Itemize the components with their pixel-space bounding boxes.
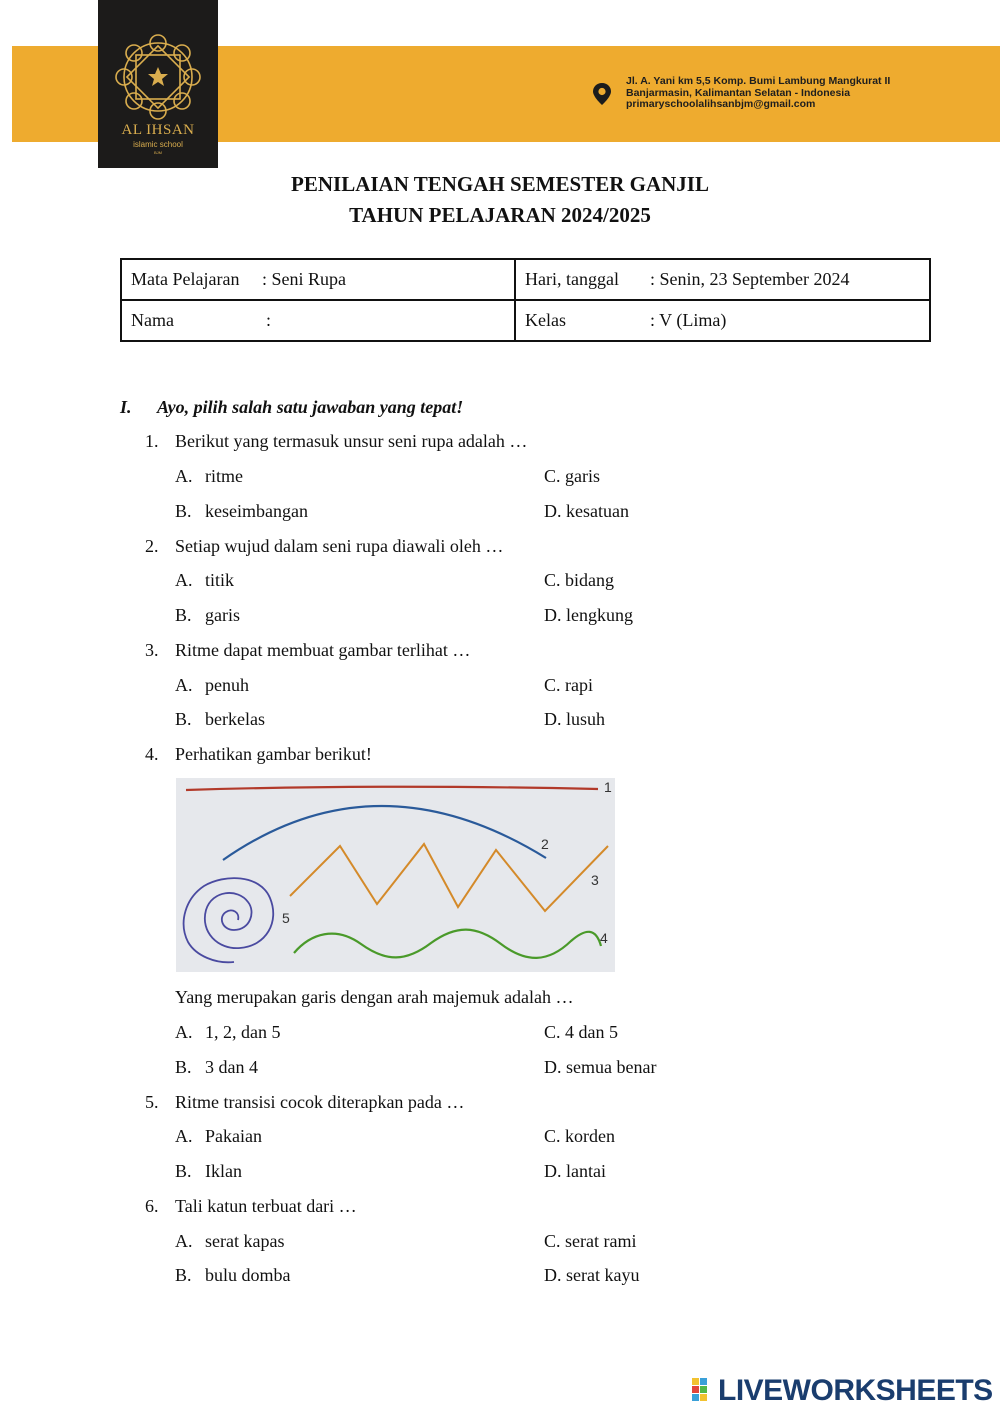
liveworksheets-logo-icon: [692, 1378, 716, 1402]
ornament-icon: [106, 34, 210, 120]
option-1d[interactable]: D. kesatuan: [544, 501, 629, 521]
question-6: [145, 1196, 357, 1217]
name-cell[interactable]: [121, 300, 515, 341]
question-number: 1.: [145, 431, 159, 451]
section-instruction: Ayo, pilih salah satu jawaban yang tepat!: [157, 397, 464, 417]
school-subtitle: islamic school: [133, 140, 183, 149]
address-line-2: Banjarmasin, Kalimantan Selatan - Indonesia: [626, 86, 851, 99]
school-logo: [98, 0, 218, 168]
school-email[interactable]: primaryschoolalihsanbjm@gmail.com: [626, 98, 816, 110]
question-number: 6.: [145, 1196, 159, 1216]
option-1c[interactable]: C. garis: [544, 466, 601, 486]
option-2b[interactable]: B. garis: [175, 605, 240, 625]
option-3a[interactable]: A. penuh: [175, 675, 249, 695]
subject-label: Mata Pelajaran: [131, 269, 240, 289]
question-4-stem: Yang merupakan garis dengan arah majemuk adalah …: [175, 987, 574, 1007]
class-value: : V (Lima): [650, 310, 727, 330]
class-cell: [515, 300, 930, 341]
question-text: Tali katun terbuat dari …: [175, 1196, 357, 1216]
option-5a[interactable]: A. Pakaian: [175, 1126, 262, 1146]
question-5: [145, 1092, 464, 1113]
section-heading: [120, 397, 463, 418]
date-cell: [515, 259, 930, 300]
class-label: Kelas: [525, 310, 566, 330]
option-2c[interactable]: C. bidang: [544, 570, 615, 590]
exam-info-table: [120, 258, 931, 342]
exam-year: TAHUN PELAJARAN 2024/2025: [349, 203, 651, 227]
question-3: [145, 640, 470, 661]
question-number: 4.: [145, 744, 159, 764]
date-label: Hari, tanggal: [525, 269, 619, 289]
question-4: [145, 744, 372, 765]
option-3c[interactable]: C. rapi: [544, 675, 593, 695]
question-text: Berikut yang termasuk unsur seni rupa adalah …: [175, 431, 528, 451]
option-2d[interactable]: D. lengkung: [544, 605, 633, 625]
school-address: [626, 76, 890, 111]
option-6b[interactable]: B. bulu domba: [175, 1265, 291, 1285]
option-6c[interactable]: C. serat rami: [544, 1231, 637, 1251]
subject-value: : Seni Rupa: [262, 269, 346, 289]
name-label: Nama: [131, 310, 174, 330]
question-number: 2.: [145, 536, 159, 556]
option-3d[interactable]: D. lusuh: [544, 709, 606, 729]
address-line-1: Jl. A. Yani km 5,5 Komp. Bumi Lambung Mangkurat II: [626, 75, 891, 87]
line-types-figure: [176, 778, 615, 972]
subject-cell: [121, 259, 515, 300]
question-text: Ritme dapat membuat gambar terlihat …: [175, 640, 471, 660]
question-text: Perhatikan gambar berikut!: [175, 744, 372, 764]
option-2a[interactable]: A. titik: [175, 570, 235, 590]
option-4a[interactable]: A. 1, 2, dan 5: [175, 1022, 281, 1042]
figure-label-5: 5: [282, 910, 290, 926]
question-text: Ritme transisi cocok diterapkan pada …: [175, 1092, 465, 1112]
option-4b[interactable]: B. 3 dan 4: [175, 1057, 258, 1077]
question-2: [145, 536, 503, 557]
option-3b[interactable]: B. berkelas: [175, 709, 265, 729]
name-value: :: [266, 310, 272, 330]
question-number: 3.: [145, 640, 159, 660]
option-5d[interactable]: D. lantai: [544, 1161, 606, 1181]
option-1a[interactable]: A. ritme: [175, 466, 243, 486]
figure-label-3: 3: [591, 872, 599, 888]
question-number: 5.: [145, 1092, 159, 1112]
liveworksheets-brand[interactable]: LIVEWORKSHEETS: [718, 1374, 993, 1407]
section-number: I.: [120, 397, 132, 417]
figure-label-4: 4: [600, 930, 608, 946]
figure-label-1: 1: [604, 779, 612, 795]
option-4c[interactable]: C. 4 dan 5: [544, 1022, 619, 1042]
option-4d[interactable]: D. semua benar: [544, 1057, 657, 1077]
figure-label-2: 2: [541, 836, 549, 852]
option-6d[interactable]: D. serat kayu: [544, 1265, 640, 1285]
school-city: BJM: [154, 150, 162, 155]
question-1: [145, 431, 527, 452]
option-6a[interactable]: A. serat kapas: [175, 1231, 285, 1251]
option-5c[interactable]: C. korden: [544, 1126, 615, 1146]
school-name: AL IHSAN: [121, 122, 195, 138]
option-1b[interactable]: B. keseimbangan: [175, 501, 308, 521]
question-text: Setiap wujud dalam seni rupa diawali oleh …: [175, 536, 504, 556]
location-pin-icon: [592, 82, 612, 106]
date-value: : Senin, 23 September 2024: [650, 269, 850, 289]
exam-title: PENILAIAN TENGAH SEMESTER GANJIL: [291, 172, 709, 196]
option-5b[interactable]: B. Iklan: [175, 1161, 242, 1181]
